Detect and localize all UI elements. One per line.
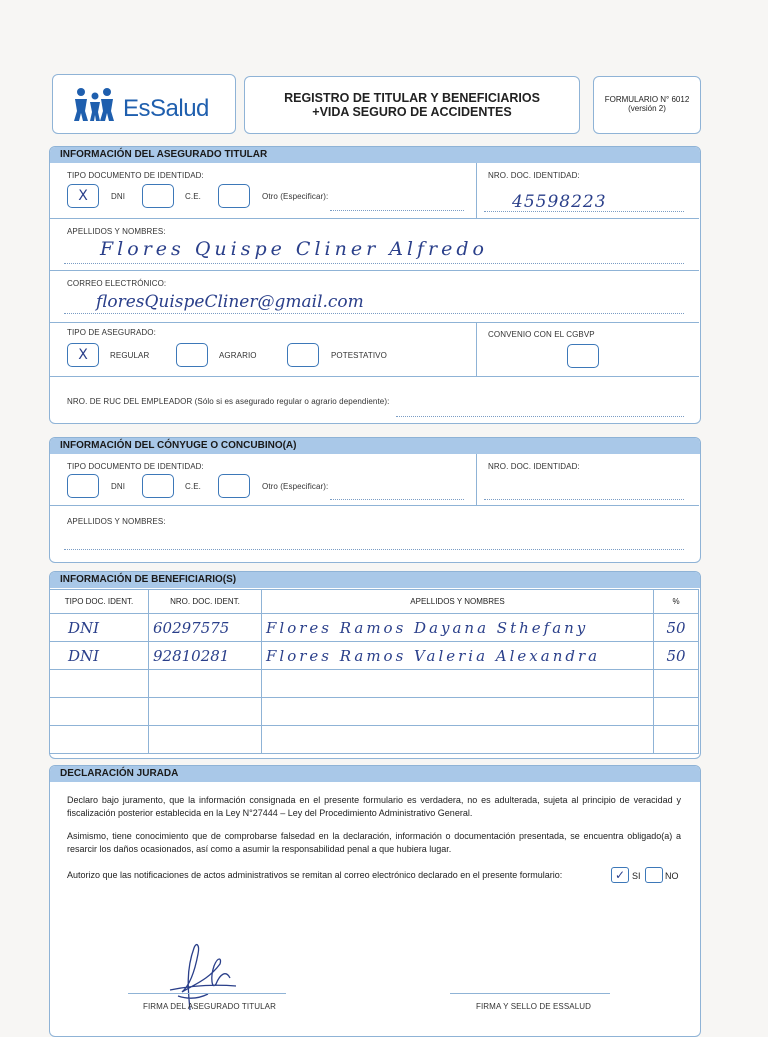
divider: [476, 454, 477, 505]
form-number: FORMULARIO N° 6012: [604, 95, 690, 104]
doc-number-line: [484, 211, 684, 212]
brand-name: EsSalud: [123, 95, 209, 122]
agrario-label: AGRARIO: [219, 351, 257, 360]
email-line: [64, 313, 684, 314]
si-label: SI: [632, 871, 641, 881]
beneficiarios-table: [49, 589, 699, 754]
conyuge-names-field[interactable]: [64, 549, 684, 550]
conyuge-doc-number-field[interactable]: [484, 499, 684, 500]
conyuge-otro-field[interactable]: [330, 499, 464, 500]
col-header: APELLIDOS Y NOMBRES: [262, 590, 654, 614]
row-name[interactable]: Flores Ramos Valeria Alexandra: [262, 642, 654, 670]
row-doc-type[interactable]: [50, 670, 149, 698]
row-doc-number[interactable]: [149, 698, 262, 726]
no-checkbox[interactable]: [645, 867, 663, 883]
row-doc-type[interactable]: [50, 698, 149, 726]
form-number-box: [593, 76, 701, 134]
beneficiarios-section-title: INFORMACIÓN DE BENEFICIARIO(S): [50, 572, 700, 588]
logo-box: [52, 74, 236, 134]
otro-checkbox[interactable]: [218, 184, 250, 208]
declaration-paragraph-3: Autorizo que las notificaciones de actos administrativos se remitan al correo electrónico declarado en el presente formulario:: [67, 870, 563, 880]
dni-label: DNI: [111, 192, 126, 201]
conyuge-doc-number-label: NRO. DOC. IDENTIDAD:: [488, 462, 580, 471]
row-doc-number[interactable]: [149, 726, 262, 754]
row-percent[interactable]: 50: [654, 614, 699, 642]
row-doc-type[interactable]: DNI: [50, 642, 149, 670]
conyuge-section: [49, 437, 701, 563]
ruc-label: NRO. DE RUC DEL EMPLEADOR (Sólo si es asegurado regular o agrario dependiente):: [67, 397, 390, 406]
doc-type-label: TIPO DOCUMENTO DE IDENTIDAD:: [67, 171, 204, 180]
row-percent[interactable]: [654, 726, 699, 754]
dni-checkbox[interactable]: X: [67, 184, 99, 208]
table-row: [50, 642, 699, 670]
signature-line-essalud: [450, 993, 610, 994]
potestativo-label: POTESTATIVO: [331, 351, 387, 360]
ruc-field[interactable]: [396, 416, 684, 417]
title-box: [244, 76, 580, 134]
regular-checkbox[interactable]: X: [67, 343, 99, 367]
row-doc-type[interactable]: [50, 726, 149, 754]
signature-label-essalud: FIRMA Y SELLO DE ESSALUD: [476, 1002, 592, 1011]
col-header: NRO. DOC. IDENT.: [149, 590, 262, 614]
divider: [476, 163, 477, 218]
declaracion-section-title: DECLARACIÓN JURADA: [50, 766, 700, 782]
potestativo-checkbox[interactable]: [287, 343, 319, 367]
regular-label: REGULAR: [110, 351, 150, 360]
ce-label: C.E.: [185, 192, 201, 201]
table-row: [50, 726, 699, 754]
table-row: [50, 670, 699, 698]
form-title-line1: REGISTRO DE TITULAR Y BENEFICIARIOS: [284, 91, 540, 105]
agrario-checkbox[interactable]: [176, 343, 208, 367]
doc-number-label: NRO. DOC. IDENTIDAD:: [488, 171, 580, 180]
cgbvp-label: CONVENIO CON EL CGBVP: [488, 330, 595, 339]
conyuge-names-label: APELLIDOS Y NOMBRES:: [67, 517, 166, 526]
conyuge-dni-checkbox[interactable]: [67, 474, 99, 498]
email-label: CORREO ELECTRÓNICO:: [67, 279, 167, 288]
divider: [49, 505, 699, 506]
otro-field[interactable]: [330, 210, 464, 211]
row-percent[interactable]: [654, 670, 699, 698]
row-doc-type[interactable]: DNI: [50, 614, 149, 642]
row-name[interactable]: [262, 698, 654, 726]
row-name[interactable]: [262, 726, 654, 754]
row-percent[interactable]: 50: [654, 642, 699, 670]
row-doc-number[interactable]: 60297575: [149, 614, 262, 642]
signature-label-titular: FIRMA DEL ASEGURADO TITULAR: [143, 1002, 276, 1011]
row-percent[interactable]: [654, 698, 699, 726]
divider: [49, 322, 699, 323]
ce-checkbox[interactable]: [142, 184, 174, 208]
titular-section-title: INFORMACIÓN DEL ASEGURADO TITULAR: [50, 147, 700, 163]
conyuge-ce-checkbox[interactable]: [142, 474, 174, 498]
conyuge-otro-checkbox[interactable]: [218, 474, 250, 498]
form-title-line2: +VIDA SEGURO DE ACCIDENTES: [312, 105, 512, 119]
row-name[interactable]: Flores Ramos Dayana Sthefany: [262, 614, 654, 642]
divider: [49, 376, 699, 377]
conyuge-dni-label: DNI: [111, 482, 126, 491]
conyuge-otro-label: Otro (Especificar):: [262, 482, 329, 491]
names-value[interactable]: Flores Quispe Cliner Alfredo: [100, 238, 488, 260]
conyuge-doc-type-label: TIPO DOCUMENTO DE IDENTIDAD:: [67, 462, 204, 471]
form-version: (versión 2): [628, 104, 666, 113]
no-label: NO: [665, 871, 679, 881]
conyuge-ce-label: C.E.: [185, 482, 201, 491]
otro-label: Otro (Especificar):: [262, 192, 329, 201]
row-doc-number[interactable]: [149, 670, 262, 698]
cgbvp-checkbox[interactable]: [567, 344, 599, 368]
names-label: APELLIDOS Y NOMBRES:: [67, 227, 166, 236]
names-line: [64, 263, 684, 264]
table-header-row: [50, 590, 699, 614]
email-value[interactable]: floresQuispeCliner@gmail.com: [96, 292, 364, 312]
doc-number-value[interactable]: 45598223: [512, 192, 607, 212]
table-row: [50, 698, 699, 726]
table-row: [50, 614, 699, 642]
declaration-paragraph-1: Declaro bajo juramento, que la información consignada en el presente formulario es verdadera, no es adulterada, sujeta al principio de veracidad y fiscalización posterior establecida en la Ley N°27444 – Ley del Procedimiento Administrativo General.: [67, 795, 681, 818]
declaration-paragraph-2: Asimismo, tiene conocimiento que de comprobarse falsedad en la declaración, información o documentación presentada, se encuentra obligado(a) a resarcir los daños ocasionados, así como a asumir la responsabilidad penal a que hubiera lugar.: [67, 831, 681, 854]
family-logo-icon: [73, 87, 123, 121]
divider: [49, 270, 699, 271]
divider: [49, 218, 699, 219]
insured-type-label: TIPO DE ASEGURADO:: [67, 328, 156, 337]
si-checkbox[interactable]: ✓: [611, 867, 629, 883]
col-header: TIPO DOC. IDENT.: [50, 590, 149, 614]
col-header: %: [654, 590, 699, 614]
conyuge-section-title: INFORMACIÓN DEL CÓNYUGE O CONCUBINO(A): [50, 438, 700, 454]
signature-line-titular: [128, 993, 286, 994]
row-doc-number[interactable]: 92810281: [149, 642, 262, 670]
divider: [476, 322, 477, 376]
row-name[interactable]: [262, 670, 654, 698]
